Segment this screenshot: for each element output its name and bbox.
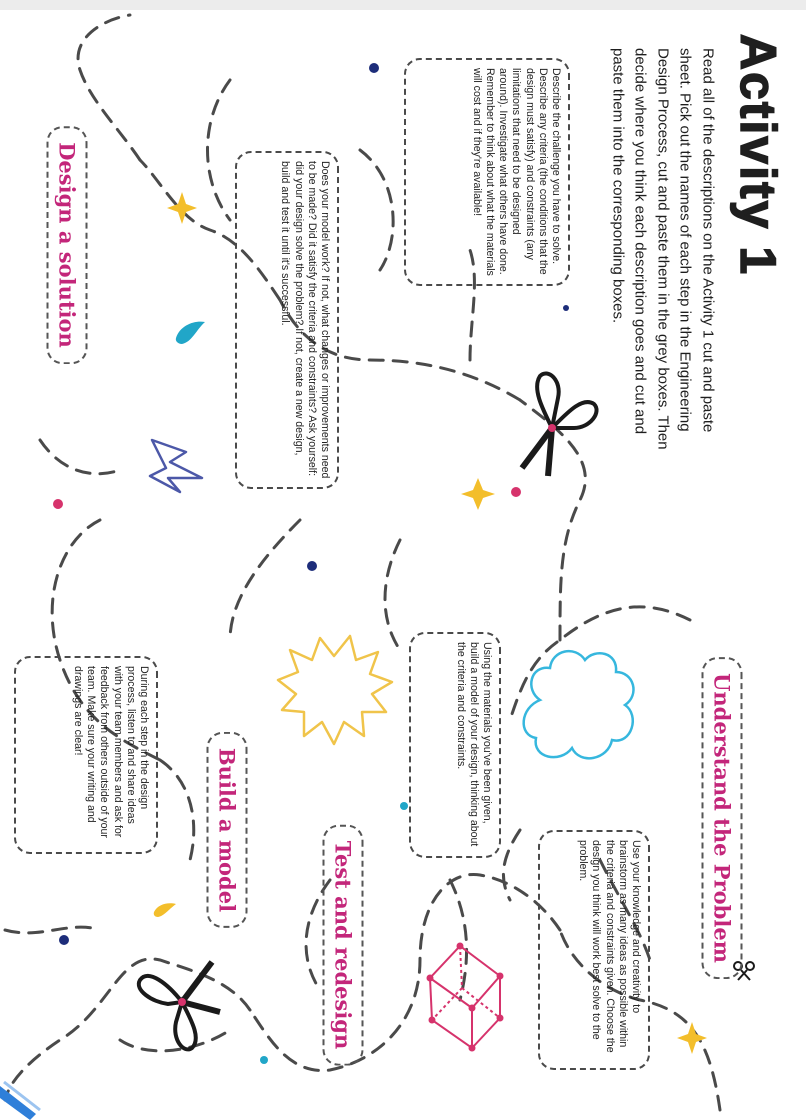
description-text: Use your knowledge and creativity to brainstorm as many ideas as possible within the criteria and constraints given. Choose the design you think will work best solve to the problem. — [577, 840, 642, 1053]
instructions-text: Read all of the descriptions on the Activity 1 cut and paste sheet. Pick out the names of each step in the Engineering Design Process, cut and paste them in the grey boxes. Then decide where you think each description goes and cut and paste them into the corresponding boxes. — [609, 48, 717, 450]
description-text: During each step in the design process, listen to and share ideas with your team members and ask for feedback from others outside of your team. Make sure your writing and drawings are clear! — [71, 666, 150, 838]
page-title: Activity 1 — [730, 33, 786, 277]
pencil-icon — [0, 1082, 40, 1120]
burst-icon — [278, 636, 392, 744]
lightning-icon — [150, 440, 202, 492]
drop-icon — [176, 322, 205, 344]
description-does-model-work — [235, 151, 339, 489]
scissors-icon — [522, 373, 597, 476]
step-label-test: Test and redesign — [323, 825, 364, 1066]
scissors-icon — [139, 962, 220, 1049]
description-use-knowledge — [538, 830, 650, 1070]
description-during-each-step — [14, 656, 158, 854]
description-using-materials — [409, 632, 501, 858]
cloud-icon — [524, 651, 634, 758]
star-icon — [677, 1022, 707, 1054]
step-label-build: Build a model — [207, 732, 248, 928]
step-label-design: Design a solution — [47, 126, 88, 364]
description-describe-challenge — [404, 58, 570, 286]
drop-icon — [154, 903, 176, 917]
step-label-understand: Understand the Problem — [702, 657, 743, 979]
star-icon — [461, 478, 495, 510]
description-text: Describe the challenge you have to solve. Describe any criteria (the conditions that the design must satisfy) and constraints (any limitations that need to be designed around). Investigate what others have done. Remember to think about what the materials will cost and if they're available! — [470, 68, 562, 276]
description-text: Does your model work? If not, what changes or improvements need to be made? Did it satisfy the criteria and constraints? Ask yourself: did your design solve the problem? If not, create a new design, build and test it until it's successful. — [279, 161, 331, 479]
description-text: Using the materials you've been given, build a model of your design, thinking about the criteria and constraints. — [454, 642, 493, 847]
